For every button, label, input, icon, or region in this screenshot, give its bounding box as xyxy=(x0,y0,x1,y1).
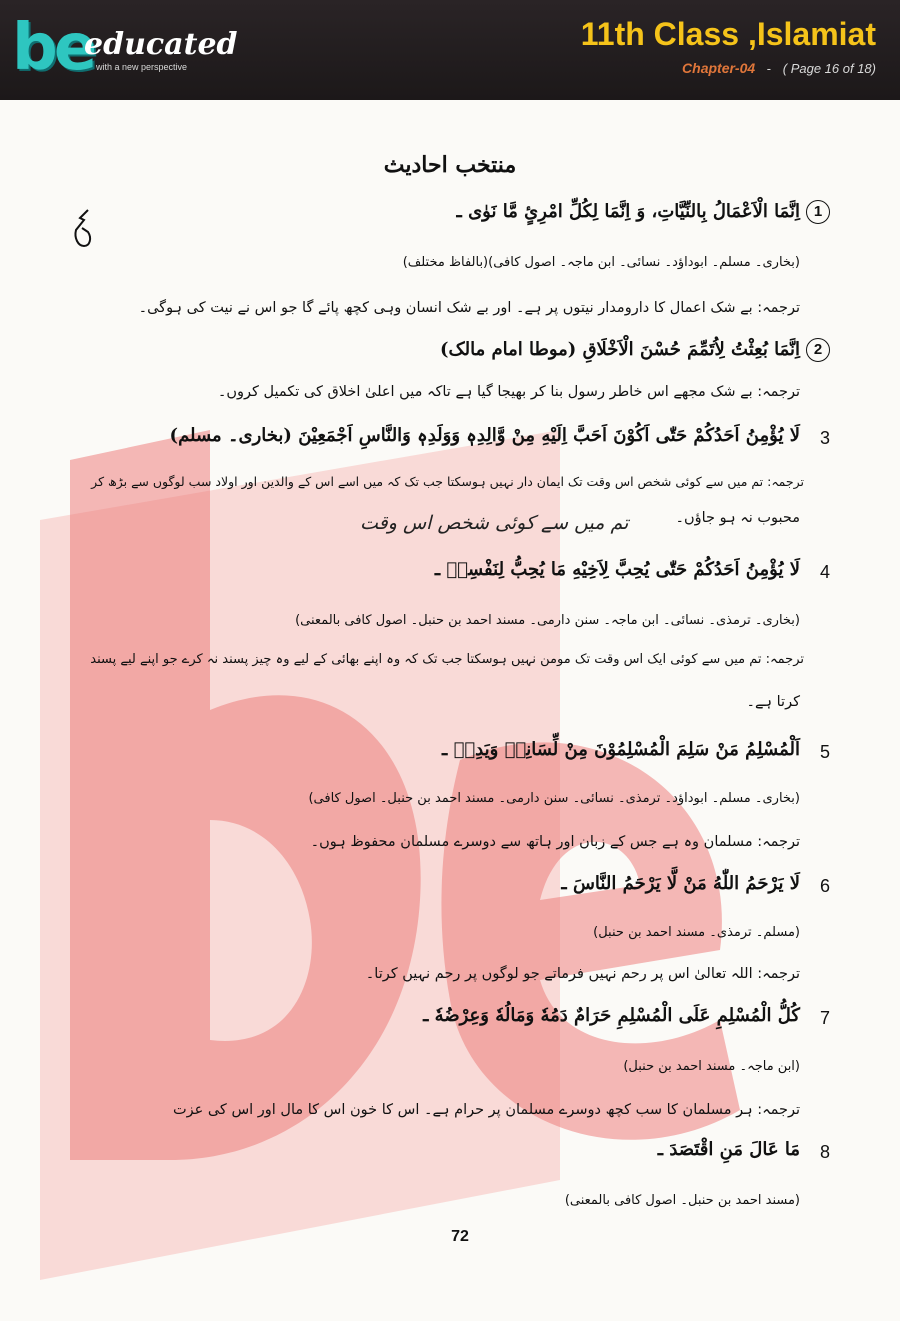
brand-logo[interactable] xyxy=(12,8,238,94)
hadith-number: 5 xyxy=(819,742,830,762)
chapter-line xyxy=(682,60,876,77)
hadith-translation: ترجمہ: مسلمان وہ ہے جس کے زبان اور ہاتھ سے دوسرے مسلمان محفوظ ہوں۔ xyxy=(310,834,800,850)
hadith-translation-cont: محبوب نہ ہو جاؤں۔ xyxy=(675,510,800,526)
hadith-arabic: اِنَّمَا الْاَعْمَالُ بِالنِّيَّاتِ، وَ اِنَّمَا لِكُلِّ امْرِئٍ مَّا نَوٰى ـ xyxy=(456,201,800,222)
handwritten-note: تم میں سے کوئی شخص اس وقت xyxy=(360,512,629,534)
hadith-reference: (مسلم۔ ترمذی۔ مسند احمد بن حنبل) xyxy=(593,925,800,940)
hadith-arabic: لَا يُؤْمِنُ اَحَدُكُمْ حَتّٰى اَكُوْنَ اَحَبَّ اِلَيْهِ مِنْ وَّالِدِهٖ وَوَلَدِهٖ وَالنَّاسِ اَجْمَعِيْنَ (بخاری۔ مسلم) xyxy=(169,425,800,446)
hadith-arabic: لَا يُؤْمِنُ اَحَدُكُمْ حَتّٰى يُحِبَّ لِاَخِيْهِ مَا يُحِبُّ لِنَفْسِهٖ ـ xyxy=(434,559,800,580)
hadith-reference: (بخاری۔ مسلم۔ ابوداؤد۔ نسائی۔ ابن ماجہ۔ اصول کافی)(بالفاظ مختلف) xyxy=(402,255,800,270)
hadith-arabic: كُلُّ الْمُسْلِمِ عَلَى الْمُسْلِمِ حَرَامٌ دَمُهٗ وَمَالُهٗ وَعِرْضُهٗ ـ xyxy=(423,1005,800,1026)
hadith-arabic: لَا يَرْحَمُ اللّٰهُ مَنْ لَّا يَرْحَمُ النَّاسَ ـ xyxy=(561,873,800,894)
hadith-arabic: اَلْمُسْلِمُ مَنْ سَلِمَ الْمُسْلِمُوْنَ مِنْ لِّسَانِهٖ وَيَدِهٖ ـ xyxy=(442,739,800,760)
hadith-translation: ترجمہ: بے شک اعمال کا دارومدار نیتوں پر ہے۔ اور بے شک انسان وہی کچھ پائے گا جو اس نے نیت کی ہوگی۔ xyxy=(138,300,800,316)
document-heading: منتخب احادیث xyxy=(383,152,517,178)
hadith-reference: (بخاری۔ مسلم۔ ابوداؤد۔ ترمذی۔ نسائی۔ سنن دارمی۔ مسند احمد بن حنبل۔ اصول کافی) xyxy=(308,791,800,806)
scanned-page xyxy=(0,100,900,1321)
hadith-number: 1 xyxy=(806,200,830,224)
hadith-translation: ترجمہ: ہر مسلمان کا سب کچھ دوسرے مسلمان پر حرام ہے۔ اس کا خون اس کا مال اور اس کی عزت xyxy=(172,1102,800,1118)
hadith-number: 7 xyxy=(819,1008,830,1028)
chapter-label: Chapter-04 xyxy=(682,60,756,76)
hadith-reference: (ابن ماجہ۔ مسند احمد بن حنبل) xyxy=(623,1059,800,1074)
hadith-translation-cont: کرتا ہے۔ xyxy=(746,694,800,710)
hadith-arabic: مَا عَالَ مَنِ اقْتَصَدَ ـ xyxy=(657,1139,800,1160)
page-number: 72 xyxy=(451,1228,469,1245)
hadith-number: 6 xyxy=(819,876,830,896)
hadith-reference: (بخاری۔ ترمذی۔ نسائی۔ ابن ماجہ۔ سنن دارمی۔ مسند احمد بن حنبل۔ اصول کافی بالمعنی) xyxy=(295,613,800,628)
separator: - xyxy=(766,61,772,76)
document-body xyxy=(0,100,900,1321)
hadith-translation: ترجمہ: تم میں سے کوئی شخص اس وقت تک ایمان دار نہیں ہوسکتا جب تک کہ میں اسے اس کے والدین اور اولاد سب لوگوں سے بڑھ کر xyxy=(91,474,804,489)
hadith-number: 4 xyxy=(819,562,830,582)
hadith-translation: ترجمہ: تم میں سے کوئی ایک اس وقت تک مومن نہیں ہوسکتا جب تک کہ وہ اپنے بھائی کے لیے وہ چیز پسند نہ کرے جو اپنے لیے پسند xyxy=(90,652,804,667)
hadith-number: 3 xyxy=(819,428,830,448)
hadith-number: 8 xyxy=(819,1142,830,1162)
page-title: 11th Class ,Islamiat xyxy=(580,16,876,52)
margin-check-icon xyxy=(72,208,94,250)
logo-wordmark: educated xyxy=(84,27,238,62)
logo-be: be xyxy=(12,11,94,85)
header-bar xyxy=(0,0,900,100)
logo-tagline: with a new perspective xyxy=(96,62,188,72)
hadith-arabic: اِنَّمَا بُعِثْتُ لِاُتَمِّمَ حُسْنَ الْاَخْلَاقِ (موطا امام مالک) xyxy=(440,339,800,360)
hadith-translation: ترجمہ: اللہ تعالیٰ اس پر رحم نہیں فرماتے جو لوگوں پر رحم نہیں کرتا۔ xyxy=(365,966,800,982)
hadith-reference: (مسند احمد بن حنبل۔ اصول کافی بالمعنی) xyxy=(564,1193,800,1208)
page-counter: ( Page 16 of 18) xyxy=(782,61,876,76)
hadith-translation: ترجمہ: بے شک مجھے اس خاطر رسول بنا کر بھیجا گیا ہے تاکہ میں اعلیٰ اخلاق کی تکمیل کروں۔ xyxy=(217,384,800,400)
hadith-number: 2 xyxy=(806,338,830,362)
